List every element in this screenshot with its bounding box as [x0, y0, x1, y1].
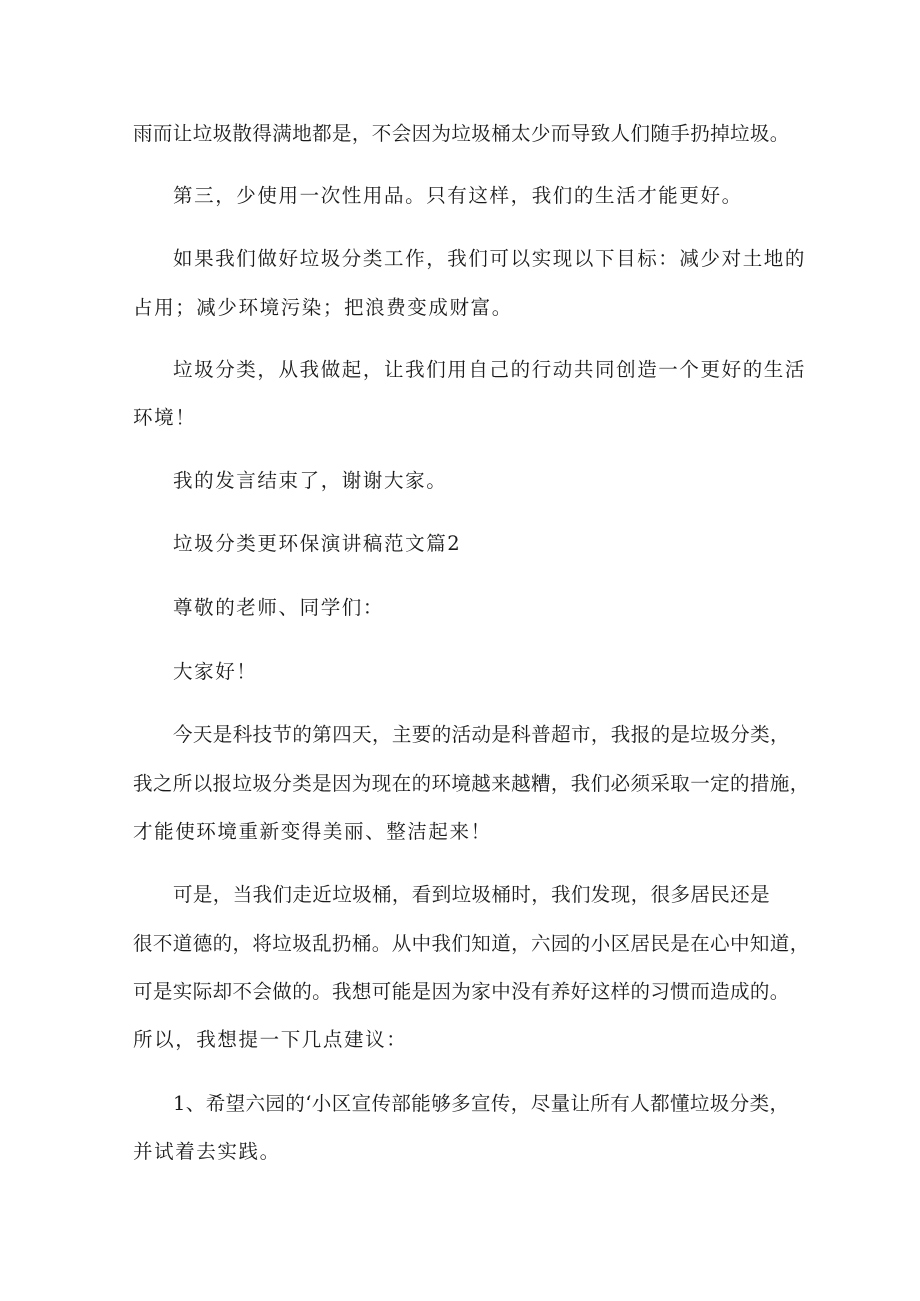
section-heading: 垃圾分类更环保演讲稿范文篇2 [173, 532, 462, 555]
paragraph-line-16: 可是实际却不会做的。我想可能是因为家中没有养好这样的习惯而造成的。 [133, 980, 790, 1003]
paragraph-line-3: 如果我们做好垃圾分类工作，我们可以实现以下目标：减少对土地的 [173, 247, 807, 270]
paragraph-line-15: 很不道德的，将垃圾乱扔桶。从中我们知道，六园的小区居民是在心中知道， [133, 932, 810, 955]
list-item-1-line-2: 并试着去实践。 [133, 1140, 281, 1163]
paragraph-line-7: 我的发言结束了，谢谢大家。 [173, 469, 448, 492]
paragraph-line-12: 我之所以报垃圾分类是因为现在的环境越来越糟，我们必须采取一定的措施， [133, 772, 810, 795]
paragraph-line-14: 可是，当我们走近垃圾桶，看到垃圾桶时，我们发现，很多居民还是 [173, 883, 771, 906]
list-item-1-line-1: 1、希望六园的‘小区宣传部能够多宣传，尽量让所有人都懂垃圾分类， [173, 1092, 790, 1115]
paragraph-line-2: 第三，少使用一次性用品。只有这样，我们的生活才能更好。 [173, 184, 743, 207]
paragraph-line-1: 雨而让垃圾散得满地都是，不会因为垃圾桶太少而导致人们随手扔掉垃圾。 [133, 122, 790, 145]
paragraph-line-13: 才能使环境重新变得美丽、整洁起来！ [133, 820, 492, 843]
paragraph-line-4: 占用；减少环境污染；把浪费变成财富。 [133, 296, 513, 319]
paragraph-line-11: 今天是科技节的第四天，主要的活动是科普超市，我报的是垃圾分类， [173, 723, 790, 746]
greeting-line: 大家好！ [173, 660, 258, 683]
salutation-line: 尊敬的老师、同学们： [173, 596, 385, 619]
paragraph-line-6: 环境！ [133, 406, 197, 429]
paragraph-line-17: 所以，我想提一下几点建议： [133, 1028, 408, 1051]
paragraph-line-5: 垃圾分类，从我做起，让我们用自己的行动共同创造一个更好的生活 [173, 358, 807, 381]
